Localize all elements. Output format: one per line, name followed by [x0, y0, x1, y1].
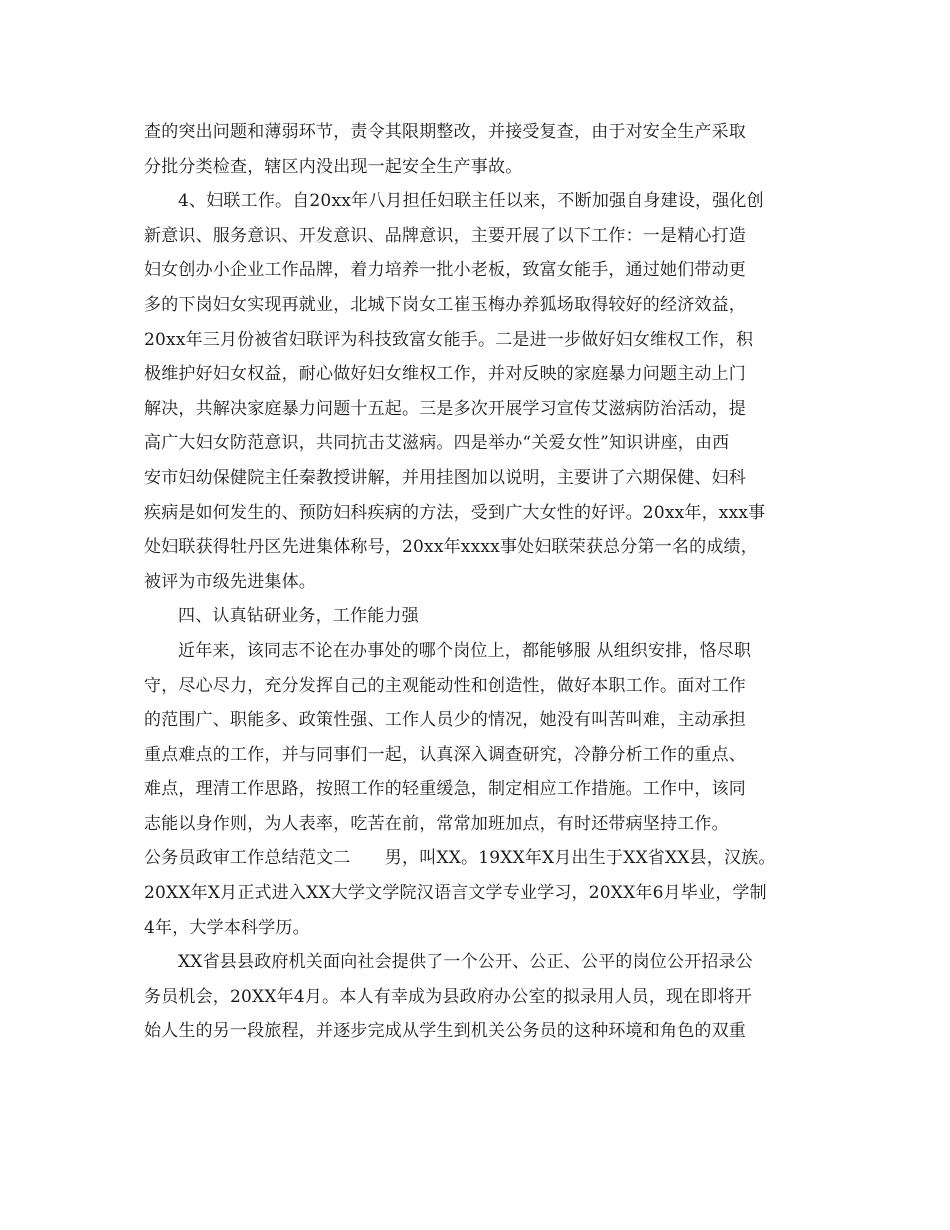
text-line: 务员机会，20XX年4月。本人有幸成为县政府办公室的拟录用人员，现在即将开: [144, 986, 753, 1007]
text-line: XX省县县政府机关面向社会提供了一个公开、公正、公平的岗位公开招录公: [178, 952, 754, 973]
text-line: 处妇联获得牡丹区先进集体称号，20xx年xxxx事处妇联荣获总分第一名的成绩，: [144, 537, 758, 558]
text-line: 新意识、服务意识、开发意识、品牌意识，主要开展了以下工作：一是精心打造: [144, 225, 746, 246]
text-line: 近年来，该同志不论在办事处的哪个岗位上，都能够服 从组织安排，恪尽职: [178, 640, 752, 661]
text-line: 多的下岗妇女实现再就业，北城下岗女工崔玉梅办养狐场取得较好的经济效益，: [144, 294, 746, 315]
text-line: 高广大妇女防范意识，共同抗击艾滋病。四是举办“关爱女性”知识讲座，由西: [144, 433, 730, 454]
text-line: 的范围广、职能多、政策性强、工作人员少的情况，她没有叫苦叫难，主动承担: [144, 710, 746, 731]
text-line: 重点难点的工作，并与同事们一起，认真深入调查研究，冷静分析工作的重点、: [144, 744, 746, 765]
text-line: 20xx年三月份被省妇联评为科技致富女能手。二是进一步做好妇女维权工作，积: [144, 329, 754, 350]
text-line: 20XX年X月正式进入XX大学文学院汉语言文学专业学习，20XX年6月毕业，学制: [144, 883, 767, 904]
text-line: 妇女创办小企业工作品牌，着力培养一批小老板，致富女能手，通过她们带动更: [144, 260, 746, 281]
text-line: 4、妇联工作。自20xx年八月担任妇联主任以来，不断加强自身建设，强化创: [178, 191, 764, 212]
text-line: 难点，理清工作思路，按照工作的轻重缓急，制定相应工作措施。工作中，该同: [144, 779, 746, 800]
text-line: 疾病是如何发生的、预防妇科疾病的方法，受到广大女性的好评。20xx年，xxx事: [144, 502, 766, 523]
text-line: 始人生的另一段旅程，并逐步完成从学生到机关公务员的这种环境和角色的双重: [144, 1021, 746, 1042]
text-line: 安市妇幼保健院主任秦教授讲解，并用挂图加以说明，主要讲了六期保健、妇科: [144, 467, 746, 488]
text-line: 极维护好妇女权益，耐心做好妇女维权工作，并对反映的家庭暴力问题主动上门: [144, 364, 746, 385]
text-line: 4年，大学本科学历。: [144, 917, 310, 938]
text-line: 公务员政审工作总结范文二 男，叫XX。19XX年X月出生于XX省XX县，汉族。: [144, 848, 776, 869]
text-line: 志能以身作则，为人表率，吃苦在前，常常加班加点，有时还带病坚持工作。: [144, 813, 729, 834]
text-line: 分批分类检查，辖区内没出现一起安全生产事故。: [144, 156, 523, 177]
text-line: 查的突出问题和薄弱环节，责令其限期整改，并接受复查，由于对安全生产采取: [144, 122, 746, 142]
text-line: 被评为市级先进集体。: [144, 571, 316, 592]
text-line: 守，尽心尽力，充分发挥自己的主观能动性和创造性，做好本职工作。面对工作: [144, 675, 746, 696]
text-line: 解决，共解决家庭暴力问题十五起。三是多次开展学习宣传艾滋病防治活动，提: [144, 398, 746, 419]
document-body: [144, 115, 824, 1049]
section-heading: 四、认真钻研业务，工作能力强: [178, 606, 419, 627]
